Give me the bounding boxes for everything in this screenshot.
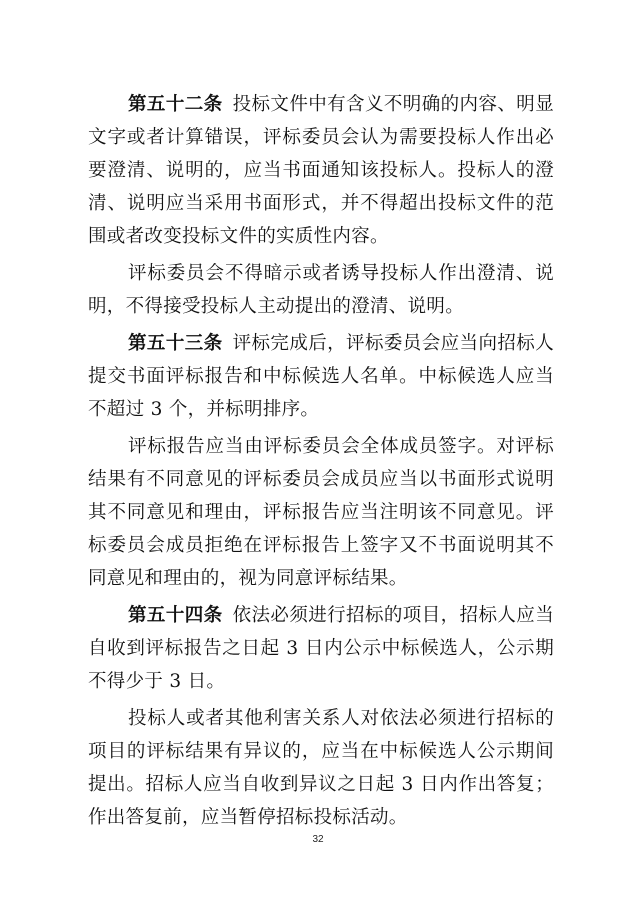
paragraph-article-52-continued xyxy=(88,257,554,323)
page-number: 32 xyxy=(312,834,324,845)
body-text xyxy=(88,88,554,838)
article-number: 第五十四条 xyxy=(128,605,223,626)
article-number: 第五十二条 xyxy=(128,94,223,115)
paragraph-text: 评标委员会不得暗示或者诱导投标人作出澄清、说明，不得接受投标人主动提出的澄清、说明。 xyxy=(88,263,554,317)
paragraph-article-54 xyxy=(88,599,554,698)
paragraph-text: 评标完成后，评标委员会应当向招标人提交书面评标报告和中标候选人名单。中标候选人应当不超过 3 个，并标明排序。 xyxy=(88,333,554,420)
paragraph-text: 投标人或者其他利害关系人对依法必须进行招标的项目的评标结果有异议的，应当在中标候选人公示期间提出。招标人应当自收到异议之日起 3 日内作出答复；作出答复前，应当暂停招标投标活动。 xyxy=(88,708,554,828)
paragraph-article-53 xyxy=(88,327,554,426)
paragraph-article-52 xyxy=(88,88,554,253)
paragraph-text: 依法必须进行招标的项目，招标人应当自收到评标报告之日起 3 日内公示中标候选人，公示期不得少于 3 日。 xyxy=(88,605,554,692)
article-number: 第五十三条 xyxy=(128,333,223,354)
paragraph-text: 评标报告应当由评标委员会全体成员签字。对评标结果有不同意见的评标委员会成员应当以书面形式说明其不同意见和理由，评标报告应当注明该不同意见。评标委员会成员拒绝在评标报告上签字又不书面说明其不同意见和理由的，视为同意评标结果。 xyxy=(88,436,554,589)
paragraph-article-53-continued xyxy=(88,430,554,595)
paragraph-text: 投标文件中有含义不明确的内容、明显文字或者计算错误，评标委员会认为需要投标人作出必要澄清、说明的，应当书面通知该投标人。投标人的澄清、说明应当采用书面形式，并不得超出投标文件的范围或者改变投标文件的实质性内容。 xyxy=(88,94,554,247)
paragraph-article-54-continued xyxy=(88,702,554,834)
